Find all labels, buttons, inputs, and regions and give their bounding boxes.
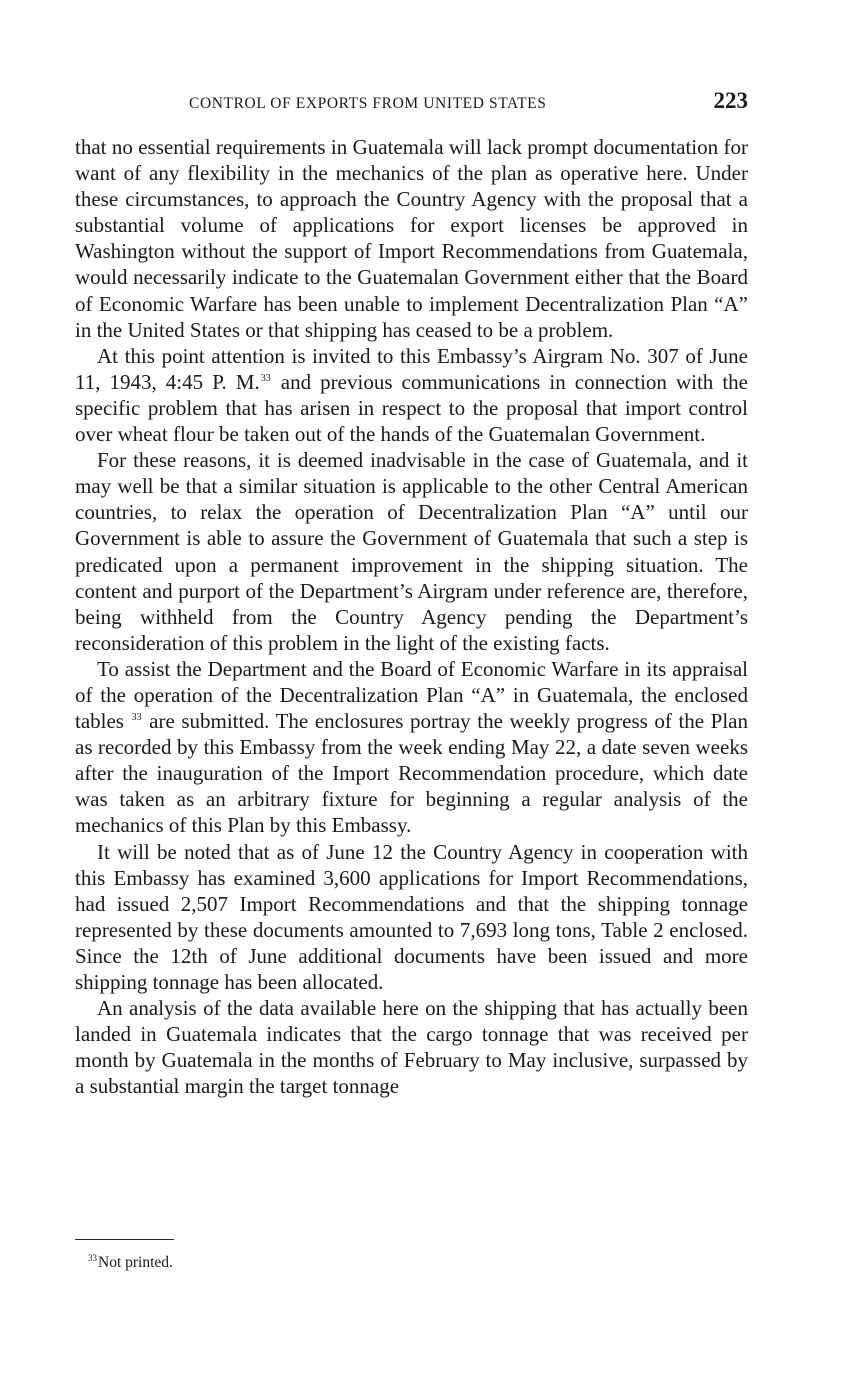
footnote-text: Not printed. [98,1254,173,1271]
paragraph-reasons: For these reasons, it is deemed inadvisable in the case of Guatemala, and it may well be that a similar situation is applicable to the other Central American countries, to relax the operation of Decentralization Plan “A” until our Government is able to assure the Government of Guatemala that such a step is predicated upon a permanent improvement in the shipping situation. The content and purport of the Department’s Airgram under reference are, therefore, being withheld from the Country Agency pending the Department’s reconsideration of this problem in the light of the existing facts. [75,448,748,655]
footnote-reference: 33 [131,712,142,724]
paragraph-text-before-ref: To assist the Department and the Board of Economic Warfare in its appraisal of the operation of the Decentralization Plan “A” in Guatemala, the enclosed tables [75,656,748,734]
footnote-divider [75,1239,174,1240]
page-number: 223 [713,88,748,113]
paragraph-text-after-ref: and previous communications in connection with the specific problem that has arisen in respect to the proposal that import control over wheat flour be taken out of the hands of the Guatemalan Government. [75,369,748,447]
body-text [75,134,748,1099]
footnote-reference: 33 [260,372,271,384]
footnote-mark: 33 [88,1253,97,1263]
running-head: CONTROL OF EXPORTS FROM UNITED STATES [189,95,547,112]
paragraph-text-after-ref: are submitted. The enclosures portray the weekly progress of the Plan as recorded by this Embassy from the week ending May 22, a date seven weeks after the inauguration of the Import Recommendation procedure, which date was taken as an arbitrary fixture for beginning a regular analysis of the mechanics of this Plan by this Embassy. [75,709,749,838]
paragraph-enclosed-tables [75,656,748,839]
paragraph-airgram-reference [75,343,748,447]
page-header [75,88,748,122]
document-page [75,88,748,1099]
paragraph-text-before-ref: At this point attention is invited to this Embassy’s Airgram No. 307 of June 11, 1943, 4:45 P. M. [75,343,748,394]
paragraph-shipping-analysis: An analysis of the data available here on the shipping that has actually been landed in Guatemala indicates that the cargo tonnage that was received per month by Guatemala in the months of February to May inclusive, surpassed by a substantial margin the target tonnage [75,996,748,1099]
footnote [88,1254,173,1272]
paragraph-june-12-figures: It will be noted that as of June 12 the Country Agency in cooperation with this Embassy has examined 3,600 applications for Import Recommendations, had issued 2,507 Import Recommendations and that the shipping tonnage represented by these documents amounted to 7,693 long tons, Table 2 enclosed. Since the 12th of June additional documents have been issued and more shipping tonnage has been allocated. [75,839,748,994]
paragraph-continuation: that no essential requirements in Guatemala will lack prompt documentation for want of any flexibility in the mechanics of the plan as operative here. Under these circumstances, to approach the Country Agency with the proposal that a substantial volume of applications for export licenses be approved in Washington without the support of Import Recommendations from Guatemala, would necessarily indicate to the Guatemalan Government either that the Board of Economic Warfare has been unable to implement Decentralization Plan “A” in the United States or that shipping has ceased to be a problem. [75,135,748,342]
